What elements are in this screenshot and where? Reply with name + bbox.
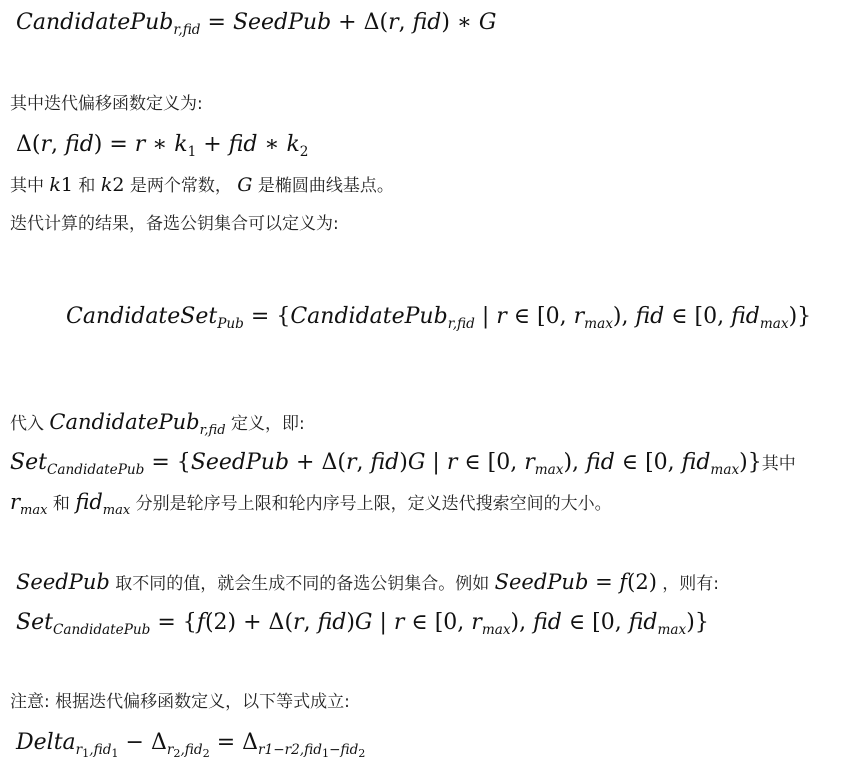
formula-offset-function: Δ(r, fid) = r ∗ $k_1$ + fid ∗ $k_2$	[16, 132, 309, 161]
formula-candidate-set: CandidateSet$_{Pub}$ = {CandidatePub$_{r,fid}$ | r ∈ [0, $r_{max}$), fid ∈ [0, fid$_{max}$)}	[66, 304, 812, 333]
text-substitute: 代入 CandidatePub$_{r,fid}$ 定义，即:	[10, 410, 305, 438]
text-limits-description: $r_{max}$ 和 fid$_{max}$ 分别是轮序号上限和轮内序号上限，定义迭代搜索空间的大小。	[10, 490, 612, 518]
text-note: 注意: 根据迭代偏移函数定义，以下等式成立:	[10, 692, 350, 712]
text-k-a: 其中	[10, 176, 44, 196]
text-constants-description: 其中 k1 和 k2 是两个常数， G 是椭圆曲线基点。	[10, 174, 394, 196]
text-seed-a: 取不同的值，就会生成不同的备选公钥集合。例如	[115, 574, 490, 594]
formula-set-expanded: Set$_{CandidatePub}$ = {SeedPub + Δ(r, fid)G | r ∈ [0, $r_{max}$), fid ∈ [0, fid$_{max}$)}其中	[10, 450, 796, 479]
formula-candidate-pub: CandidatePub$_{r,fid}$ = SeedPub + Δ(r, fid) ∗ G	[16, 10, 497, 39]
formula-delta-identity: Delta$_{r_1,fid_1}$ − $\Delta_{r_2,fid_2} = \Delta_{r1-r2,fid_1-fid_2}$	[16, 730, 366, 760]
text-k-c: 是两个常数，	[129, 176, 232, 196]
text-limits-and: 和	[52, 494, 70, 514]
text-seed-example: SeedPub 取不同的值，就会生成不同的备选公钥集合。例如 SeedPub = f(2) ，则有:	[16, 570, 720, 594]
text-seed-b: ，则有:	[662, 574, 720, 594]
text-k-d: 是椭圆曲线基点。	[257, 176, 394, 196]
text-candidate-set-intro: 迭代计算的结果，备选公钥集合可以定义为:	[10, 214, 339, 234]
text-substitute-b: 定义，即:	[230, 414, 305, 434]
text-limits-desc: 分别是轮序号上限和轮内序号上限，定义迭代搜索空间的大小。	[135, 494, 612, 514]
text-iter-offset-intro: 其中迭代偏移函数定义为:	[10, 94, 203, 114]
formula-set-example: Set$_{CandidatePub}$ = {f(2) + Δ(r, fid)G | r ∈ [0, $r_{max}$), fid ∈ [0, fid$_{max}$)}	[16, 610, 709, 639]
text-k-b: 和	[78, 176, 96, 196]
text-substitute-a: 代入	[10, 414, 44, 434]
text-after-set: 其中	[761, 454, 796, 474]
